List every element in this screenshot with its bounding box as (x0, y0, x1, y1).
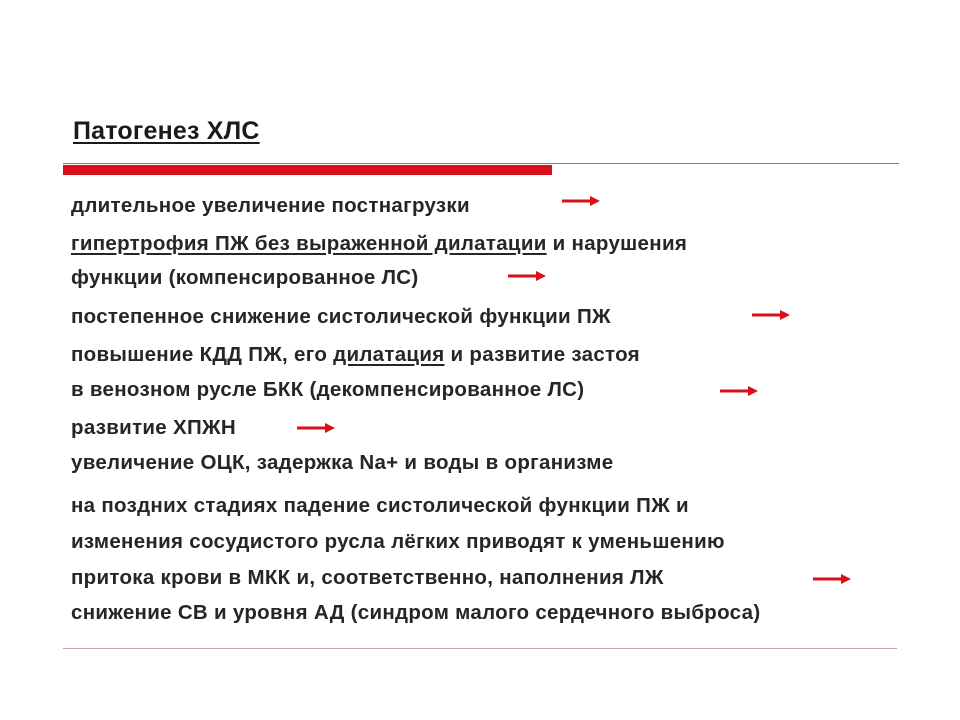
text-line-1 (71, 194, 470, 218)
right-arrow-icon (562, 195, 602, 207)
text-line-6 (71, 378, 584, 402)
line-text: постепенное снижение систолической функции ПЖ (71, 305, 611, 328)
right-arrow-icon (508, 270, 548, 282)
text-line-10 (71, 530, 725, 554)
line-text: и развитие застоя (444, 343, 640, 366)
line-text-underlined: дилатация (333, 343, 445, 366)
text-line-9 (71, 494, 689, 518)
line-text: длительное увеличение постнагрузки (71, 194, 470, 217)
footer-rule (63, 648, 897, 649)
line-text: в венозном русле БКК (декомпенсированное ЛС) (71, 378, 585, 401)
text-line-3 (71, 266, 419, 290)
text-line-11 (71, 566, 664, 590)
line-text: развитие ХПЖН (71, 416, 236, 439)
right-arrow-icon (813, 573, 853, 585)
header-rule-thin (63, 163, 899, 164)
right-arrow-icon (297, 422, 337, 434)
line-text: изменения сосудистого русла лёгких приводят к уменьшению (71, 530, 725, 553)
right-arrow-icon (752, 309, 792, 321)
line-text: снижение СВ и уровня АД (синдром малого сердечного выброса) (71, 601, 761, 624)
text-line-8 (71, 451, 613, 475)
line-text: и нарушения (546, 232, 688, 255)
line-text: на поздних стадиях падение систолической функции ПЖ и (71, 494, 689, 517)
line-text-underlined: гипертрофия ПЖ без выраженной дилатации (71, 232, 547, 255)
header-rule-thick (63, 165, 552, 175)
right-arrow-icon (720, 385, 760, 397)
text-line-2 (71, 232, 687, 256)
line-text: увеличение ОЦК, задержка Na+ и воды в организме (71, 451, 614, 474)
text-line-7 (71, 416, 236, 440)
line-text: притока крови в МКК и, соответственно, наполнения ЛЖ (71, 566, 664, 589)
slide-title: Патогенез ХЛС (73, 117, 260, 145)
text-line-4 (71, 305, 611, 329)
line-text: функции (компенсированное ЛС) (71, 266, 419, 289)
text-line-5 (71, 343, 640, 367)
text-line-12 (71, 601, 760, 625)
line-text: повышение КДД ПЖ, его (71, 343, 334, 366)
